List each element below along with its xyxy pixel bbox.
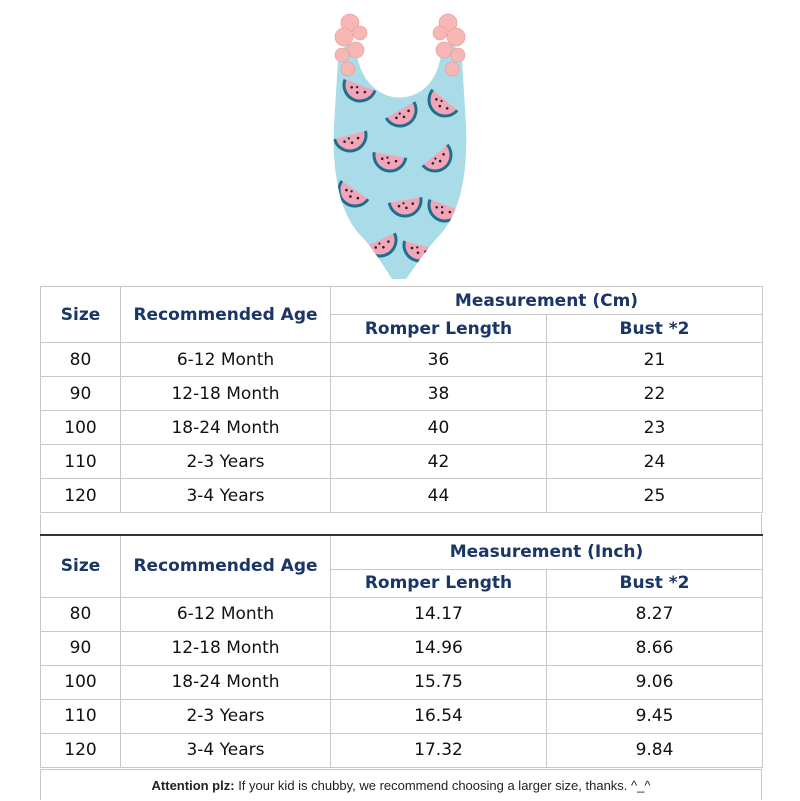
header-bust: Bust *2: [547, 569, 763, 597]
cell-size: 80: [41, 343, 121, 377]
table-row: [41, 665, 763, 699]
attention-text: If your kid is chubby, we recommend choosing a larger size, thanks. ^_^: [234, 778, 651, 793]
size-table-inch: [40, 534, 763, 768]
cell-age: 3-4 Years: [121, 479, 331, 513]
attention-note: [40, 769, 762, 800]
header-recommended-age: Recommended Age: [121, 287, 331, 343]
table-row: [41, 445, 763, 479]
cell-size: 120: [41, 733, 121, 767]
cell-length: 14.17: [331, 597, 547, 631]
header-measurement: Measurement (Cm): [331, 287, 763, 315]
cell-size: 100: [41, 665, 121, 699]
cell-length: 17.32: [331, 733, 547, 767]
table-row: [41, 733, 763, 767]
cell-length: 16.54: [331, 699, 547, 733]
cell-age: 18-24 Month: [121, 411, 331, 445]
cell-age: 12-18 Month: [121, 631, 331, 665]
header-romper-length: Romper Length: [331, 569, 547, 597]
cell-length: 42: [331, 445, 547, 479]
table-row: [41, 631, 763, 665]
header-recommended-age: Recommended Age: [121, 535, 331, 597]
cell-length: 36: [331, 343, 547, 377]
cell-size: 110: [41, 699, 121, 733]
cell-length: 44: [331, 479, 547, 513]
cell-age: 6-12 Month: [121, 343, 331, 377]
cell-size: 120: [41, 479, 121, 513]
cell-age: 18-24 Month: [121, 665, 331, 699]
cell-bust: 21: [547, 343, 763, 377]
cell-bust: 22: [547, 377, 763, 411]
cell-size: 90: [41, 631, 121, 665]
header-size: Size: [41, 535, 121, 597]
cell-length: 40: [331, 411, 547, 445]
cell-length: 38: [331, 377, 547, 411]
cell-length: 14.96: [331, 631, 547, 665]
cell-length: 15.75: [331, 665, 547, 699]
cell-size: 110: [41, 445, 121, 479]
watermelon-swimsuit-image: [320, 5, 480, 280]
cell-bust: 8.66: [547, 631, 763, 665]
cell-age: 2-3 Years: [121, 445, 331, 479]
cell-age: 6-12 Month: [121, 597, 331, 631]
table-row: [41, 597, 763, 631]
cell-bust: 25: [547, 479, 763, 513]
table-separator: [40, 514, 762, 534]
header-size: Size: [41, 287, 121, 343]
cell-age: 12-18 Month: [121, 377, 331, 411]
header-romper-length: Romper Length: [331, 315, 547, 343]
table-row: [41, 377, 763, 411]
cell-bust: 9.06: [547, 665, 763, 699]
header-measurement: Measurement (Inch): [331, 535, 763, 569]
cell-bust: 23: [547, 411, 763, 445]
table-row: [41, 699, 763, 733]
cell-bust: 9.45: [547, 699, 763, 733]
cell-size: 90: [41, 377, 121, 411]
attention-label: Attention plz:: [151, 778, 235, 793]
cell-age: 2-3 Years: [121, 699, 331, 733]
table-row: [41, 479, 763, 513]
table-row: [41, 411, 763, 445]
table-row: [41, 343, 763, 377]
cell-bust: 8.27: [547, 597, 763, 631]
cell-size: 80: [41, 597, 121, 631]
size-table-cm: [40, 286, 763, 513]
cell-bust: 9.84: [547, 733, 763, 767]
cell-bust: 24: [547, 445, 763, 479]
cell-size: 100: [41, 411, 121, 445]
cell-age: 3-4 Years: [121, 733, 331, 767]
header-bust: Bust *2: [547, 315, 763, 343]
